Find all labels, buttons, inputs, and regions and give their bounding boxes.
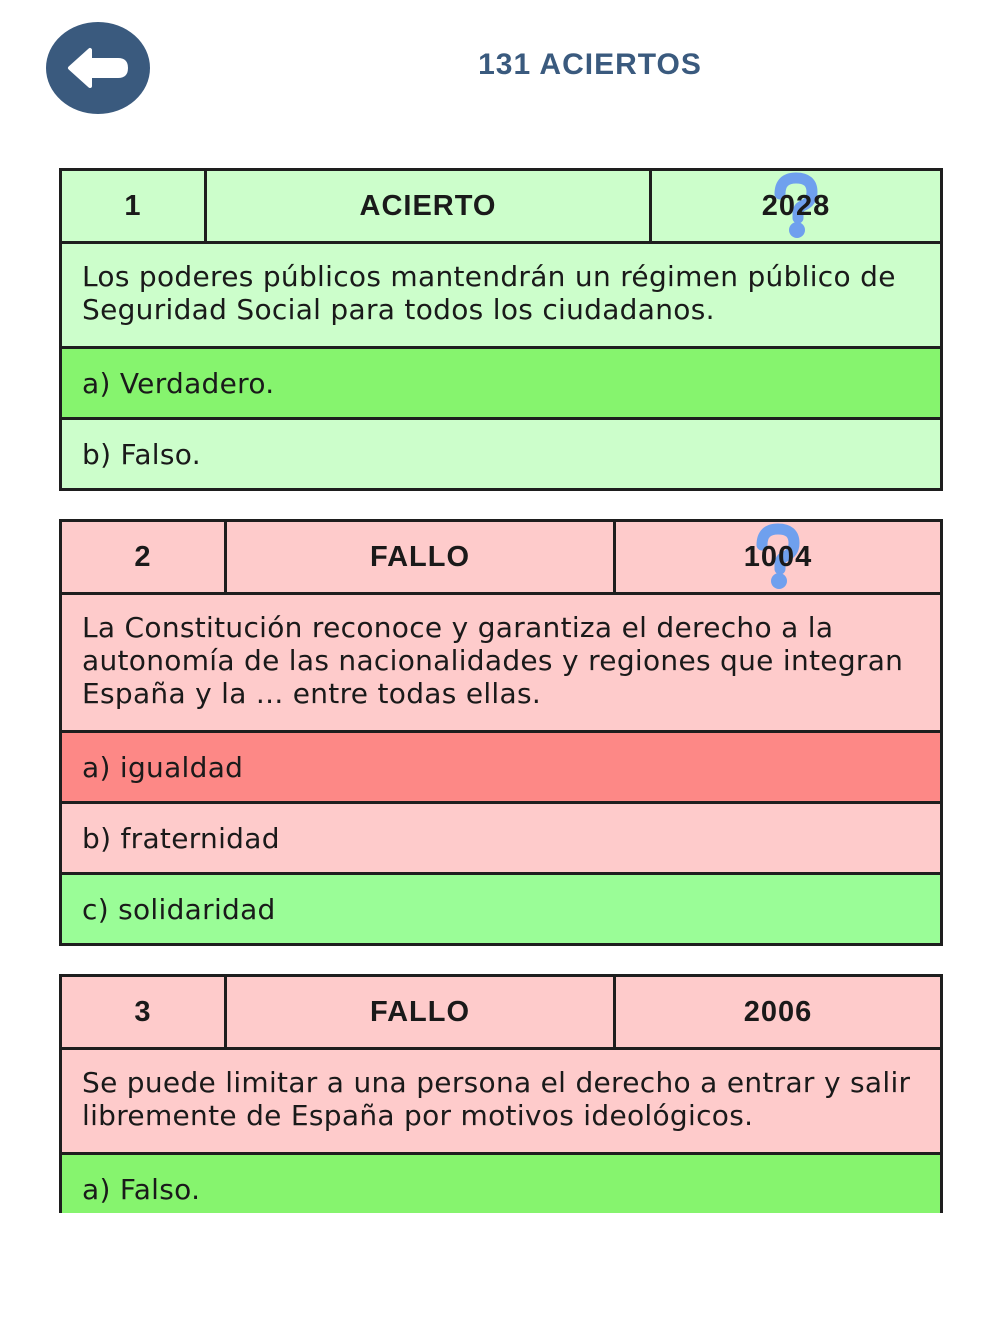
page-title: 131 ACIERTOS: [478, 48, 702, 81]
question-result: FALLO: [224, 977, 613, 1047]
answer-option: b) fraternidad: [62, 804, 940, 875]
question-text: Los poderes públicos mantendrán un régimen público de Seguridad Social para todos los ciudadanos.: [62, 244, 940, 349]
back-button[interactable]: [46, 22, 150, 114]
question-result: ACIERTO: [204, 171, 649, 241]
question-code[interactable]: 2028: [649, 171, 940, 241]
answer-option: a) Falso.: [62, 1155, 940, 1213]
answer-option: a) igualdad: [62, 733, 940, 804]
question-code[interactable]: 1004: [613, 522, 940, 592]
question-header: [62, 977, 940, 1050]
answer-option: b) Falso.: [82, 437, 201, 471]
question-header: [62, 522, 940, 595]
arrow-left-icon: [66, 46, 130, 90]
answer-option: c) solidaridad: [62, 875, 940, 943]
question-card: [59, 974, 943, 1213]
question-number: 3: [134, 995, 152, 1028]
question-card: [59, 168, 943, 491]
question-text: Se puede limitar a una persona el derecho a entrar y salir libremente de España por motivos ideológicos.: [62, 1050, 940, 1155]
question-number: 1: [124, 189, 142, 222]
question-text: La Constitución reconoce y garantiza el derecho a la autonomía de las nacionalidades y regiones que integran España y la ... entre todas ellas.: [62, 595, 940, 733]
header: [0, 0, 1000, 140]
answer-option: a) Verdadero.: [62, 349, 940, 420]
question-code: 2006: [613, 977, 940, 1047]
results-list[interactable]: [0, 168, 1000, 1213]
question-header: [62, 171, 940, 244]
question-number: 2: [134, 540, 152, 573]
question-card: [59, 519, 943, 946]
question-result: FALLO: [224, 522, 613, 592]
